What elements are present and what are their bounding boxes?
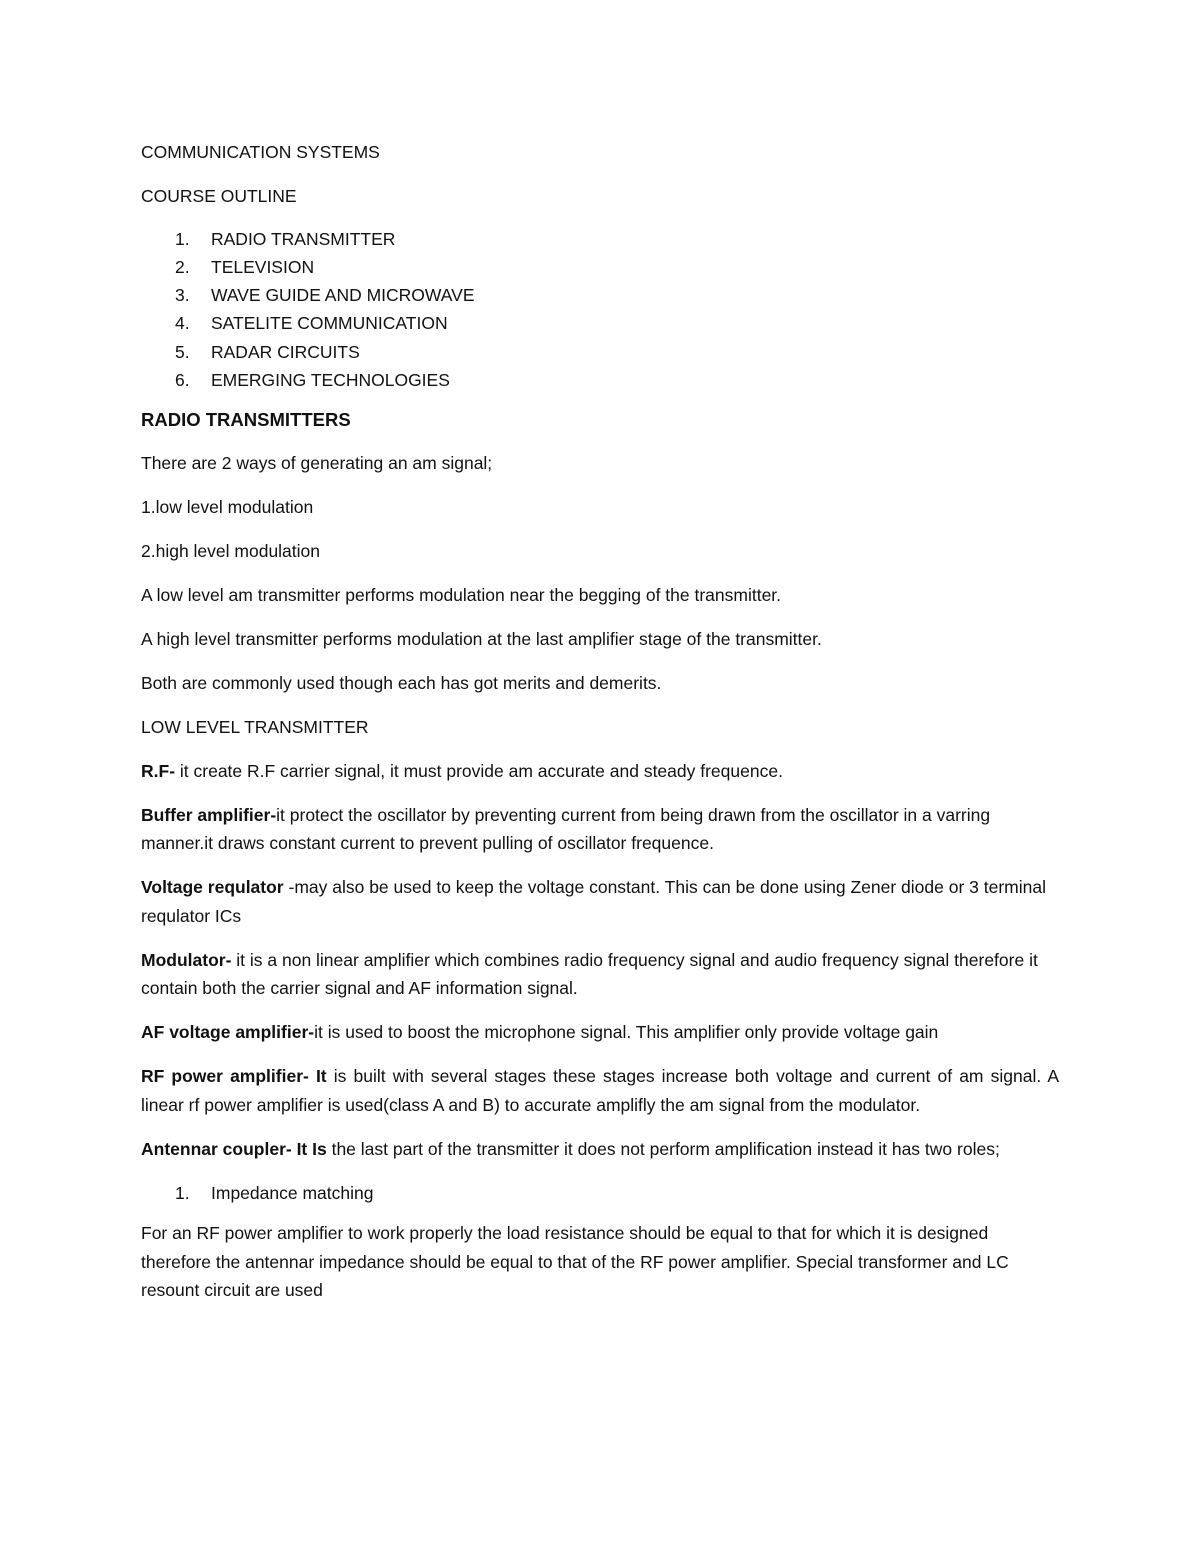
term-label: Voltage requlator xyxy=(141,877,284,898)
term-label: Modulator- xyxy=(141,949,232,970)
term-text: it protect the oscillator by preventing current from being drawn from the oscillator in a varring manner.it draws constant current to prevent pulling of oscillator frequence. xyxy=(141,804,991,854)
term-text: is built with several stages these stages increase both voltage and current of am signal. A linear rf power amplifier is used(class A and B) to accurate amplifly the am signal from the modulator. xyxy=(141,1066,1060,1115)
term-paragraph-modulator xyxy=(141,946,1059,1003)
course-outline-list xyxy=(141,225,1059,395)
term-text: it is used to boost the microphone signal. This amplifier only provide voltage gain xyxy=(314,1022,939,1043)
term-paragraph-rf xyxy=(141,757,1059,786)
list-item-text: EMERGING TECHNOLOGIES xyxy=(211,369,450,390)
list-item xyxy=(141,366,1059,394)
paragraph-low-level: A low level am transmitter performs modulation near the begging of the transmitter. xyxy=(141,584,782,605)
list-number: 6. xyxy=(175,369,190,390)
term-label: Antennar coupler- It Is xyxy=(141,1138,327,1159)
list-number: 5. xyxy=(175,341,190,362)
term-paragraph-rf-power-amplifier xyxy=(141,1062,1059,1119)
list-item xyxy=(141,338,1059,366)
term-label: RF power amplifier- It xyxy=(141,1066,327,1087)
term-label: AF voltage amplifier- xyxy=(141,1022,315,1043)
roles-list xyxy=(141,1179,1059,1207)
list-item xyxy=(141,1179,1059,1207)
document-subtitle: COURSE OUTLINE xyxy=(141,186,297,206)
list-item-text: SATELITE COMMUNICATION xyxy=(211,313,448,334)
document-title: COMMUNICATION SYSTEMS xyxy=(141,142,380,162)
list-item-text: Impedance matching xyxy=(211,1182,374,1203)
list-number: 1. xyxy=(175,1182,190,1203)
list-item-text: RADIO TRANSMITTER xyxy=(211,228,396,249)
term-text: it create R.F carrier signal, it must provide am accurate and steady frequence. xyxy=(175,760,783,781)
paragraph-intro: There are 2 ways of generating an am signal; xyxy=(141,452,493,473)
paragraph-way-1: 1.low level modulation xyxy=(141,496,314,517)
term-label: Buffer amplifier- xyxy=(141,804,277,825)
list-number: 4. xyxy=(175,313,190,334)
list-item xyxy=(141,309,1059,337)
list-item-text: WAVE GUIDE AND MICROWAVE xyxy=(211,285,475,306)
list-item-text: RADAR CIRCUITS xyxy=(211,341,360,362)
section-heading: RADIO TRANSMITTERS xyxy=(141,409,351,431)
term-paragraph-antenna-coupler xyxy=(141,1135,1059,1164)
document-page xyxy=(141,138,1059,1320)
term-label: R.F- xyxy=(141,760,176,781)
term-paragraph-af-voltage-amplifier xyxy=(141,1018,1059,1047)
term-text: it is a non linear amplifier which combines radio frequency signal and audio frequency signal therefore it contain both the carrier signal and AF information signal. xyxy=(141,949,1038,999)
paragraph-closing: For an RF power amplifier to work properly the load resistance should be equal to that for which it is designed therefore the antennar impedance should be equal to that of the RF power amplifier. Special transformer and LC resount circuit are used xyxy=(141,1223,1009,1301)
list-item-text: TELEVISION xyxy=(211,256,315,277)
term-text: -may also be used to keep the voltage constant. This can be done using Zener diode or 3 terminal requlator ICs xyxy=(141,877,1046,926)
subheading-low-level-transmitter: LOW LEVEL TRANSMITTER xyxy=(141,716,369,737)
list-number: 2. xyxy=(175,256,190,277)
list-item xyxy=(141,253,1059,281)
list-number: 3. xyxy=(175,285,190,306)
term-paragraph-buffer-amplifier xyxy=(141,801,1059,858)
paragraph-high-level: A high level transmitter performs modulation at the last amplifier stage of the transmitter. xyxy=(141,628,822,649)
term-text: the last part of the transmitter it does not perform amplification instead it has two roles; xyxy=(326,1138,1000,1159)
list-item xyxy=(141,225,1059,253)
paragraph-way-2: 2.high level modulation xyxy=(141,540,321,561)
paragraph-both: Both are commonly used though each has got merits and demerits. xyxy=(141,672,662,693)
list-number: 1. xyxy=(175,228,190,249)
term-paragraph-voltage-regulator xyxy=(141,873,1059,930)
list-item xyxy=(141,281,1059,309)
